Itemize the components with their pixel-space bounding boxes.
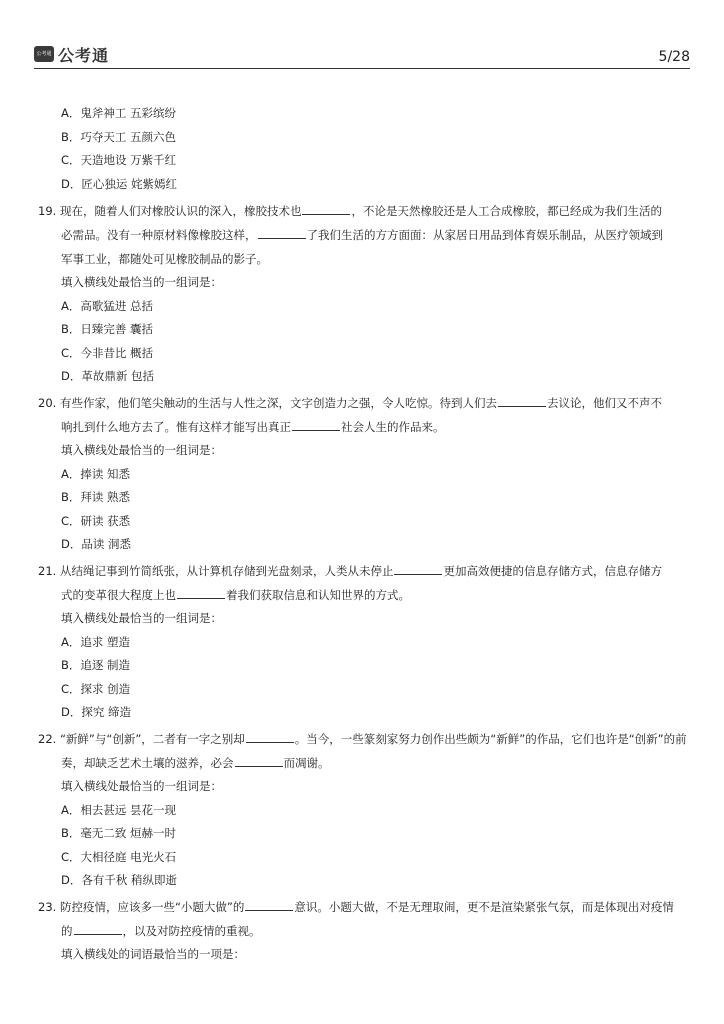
q19-prompt: 填入横线处最恰当的一组词是： xyxy=(61,275,222,289)
q22-text: 22. “新鲜”与“创新”，二者有一字之别却 xyxy=(38,732,245,746)
q22-text: 奏，却缺乏艺术土壤的滋养，必会 xyxy=(61,756,234,770)
q22-stem-line2 xyxy=(61,755,330,771)
q22-stem-line1 xyxy=(38,731,687,747)
q22-option-b: B．毫无二致 烜赫一时 xyxy=(61,826,177,840)
q22-prompt: 填入横线处最恰当的一组词是： xyxy=(61,779,222,793)
q21-option-a: A．追求 塑造 xyxy=(61,635,131,649)
q22-option-c: C．大相径庭 电光火石 xyxy=(61,850,177,864)
page-number: 5/28 xyxy=(658,49,690,65)
q21-option-c: C．探求 创造 xyxy=(61,682,131,696)
blank xyxy=(258,227,306,239)
q18-option-d: D．匠心独运 姹紫嫣红 xyxy=(61,177,178,191)
q21-stem-line1 xyxy=(38,563,662,579)
q19-text: 19. 现在，随着人们对橡胶认识的深入，橡胶技术也 xyxy=(38,204,302,218)
q23-stem-line2 xyxy=(61,923,261,939)
q20-stem-line2 xyxy=(61,419,445,435)
q18-option-b: B．巧夺天工 五颜六色 xyxy=(61,130,177,144)
q19-option-b: B．日臻完善 囊括 xyxy=(61,322,154,336)
q23-text: 意识。小题大做，不是无理取闹，更不是渲染紧张气氛，而是体现出对疫情 xyxy=(294,900,674,914)
q20-option-c: C．研读 获悉 xyxy=(61,514,131,528)
q20-option-a: A．捧读 知悉 xyxy=(61,467,131,481)
blank xyxy=(235,755,283,767)
q22-option-d: D．各有千秋 稍纵即逝 xyxy=(61,873,178,887)
q21-option-b: B．追逐 制造 xyxy=(61,658,131,672)
q20-prompt: 填入横线处最恰当的一组词是： xyxy=(61,443,222,457)
q19-option-a: A．高歌猛进 总括 xyxy=(61,299,154,313)
q22-text: 。当今，一些篆刻家努力创作出些颇为“新鲜”的作品，它们也许是“创新”的前 xyxy=(294,732,687,746)
q23-text: 的 xyxy=(61,924,73,938)
q22-option-a: A．相去甚远 昙花一现 xyxy=(61,803,177,817)
q18-option-a: A．鬼斧神工 五彩缤纷 xyxy=(61,106,177,120)
q19-option-c: C．今非昔比 概括 xyxy=(61,346,154,360)
q20-text: 响扎到什么地方去了。惟有这样才能写出真正 xyxy=(61,420,291,434)
blank xyxy=(245,899,293,911)
blank xyxy=(74,923,122,935)
q20-text: 20. 有些作家，他们笔尖触动的生活与人性之深，文字创造力之强，令人吃惊。待到人们去 xyxy=(38,396,497,410)
q19-text: 必需品。没有一种原材料像橡胶这样， xyxy=(61,228,257,242)
q23-text: 23. 防控疫情，应该多一些“小题大做”的 xyxy=(38,900,245,914)
logo-icon: 公考通 xyxy=(34,46,54,62)
q20-option-b: B．拜读 熟悉 xyxy=(61,490,131,504)
q21-option-d: D．探究 缔造 xyxy=(61,705,132,719)
q23-text: ，以及对防控疫情的重视。 xyxy=(122,924,261,938)
q20-text: 社会人生的作品来。 xyxy=(341,420,445,434)
q19-stem-line2 xyxy=(61,227,663,243)
blank xyxy=(498,395,546,407)
logo-text: 公考通 xyxy=(58,46,110,65)
q18-option-c: C．天造地设 万紫千红 xyxy=(61,153,177,167)
q21-text: 21. 从结绳记事到竹简纸张，从计算机存储到光盘刻录，人类从未停止 xyxy=(38,564,394,578)
blank xyxy=(302,203,350,215)
q23-stem-line1 xyxy=(38,899,674,915)
q20-option-d: D．品读 洞悉 xyxy=(61,537,132,551)
q22-text: 而凋谢。 xyxy=(283,756,330,770)
q19-stem-line3: 军事工业，都随处可见橡胶制品的影子。 xyxy=(61,252,268,266)
q23-prompt: 填入横线处的词语最恰当的一项是： xyxy=(61,947,245,961)
q21-text: 着我们获取信息和认知世界的方式。 xyxy=(226,588,410,602)
blank xyxy=(177,587,225,599)
blank xyxy=(394,563,442,575)
q21-stem-line2 xyxy=(61,587,410,603)
q20-text: 去议论，他们又不声不 xyxy=(546,396,662,410)
q19-text: ，不论是天然橡胶还是人工合成橡胶，都已经成为我们生活的 xyxy=(351,204,662,218)
q21-prompt: 填入横线处最恰当的一组词是： xyxy=(61,611,222,625)
q19-stem-line1 xyxy=(38,203,662,219)
q21-text: 式的变革很大程度上也 xyxy=(61,588,176,602)
q21-text: 更加高效便捷的信息存储方式，信息存储方 xyxy=(443,564,662,578)
blank xyxy=(246,731,294,743)
q19-text: 了我们生活的方方面面：从家居日用品到体育娱乐制品，从医疗领域到 xyxy=(306,228,663,242)
q20-stem-line1 xyxy=(38,395,662,411)
page-header xyxy=(34,44,690,69)
blank xyxy=(292,419,340,431)
q19-option-d: D．革故鼎新 包括 xyxy=(61,369,155,383)
